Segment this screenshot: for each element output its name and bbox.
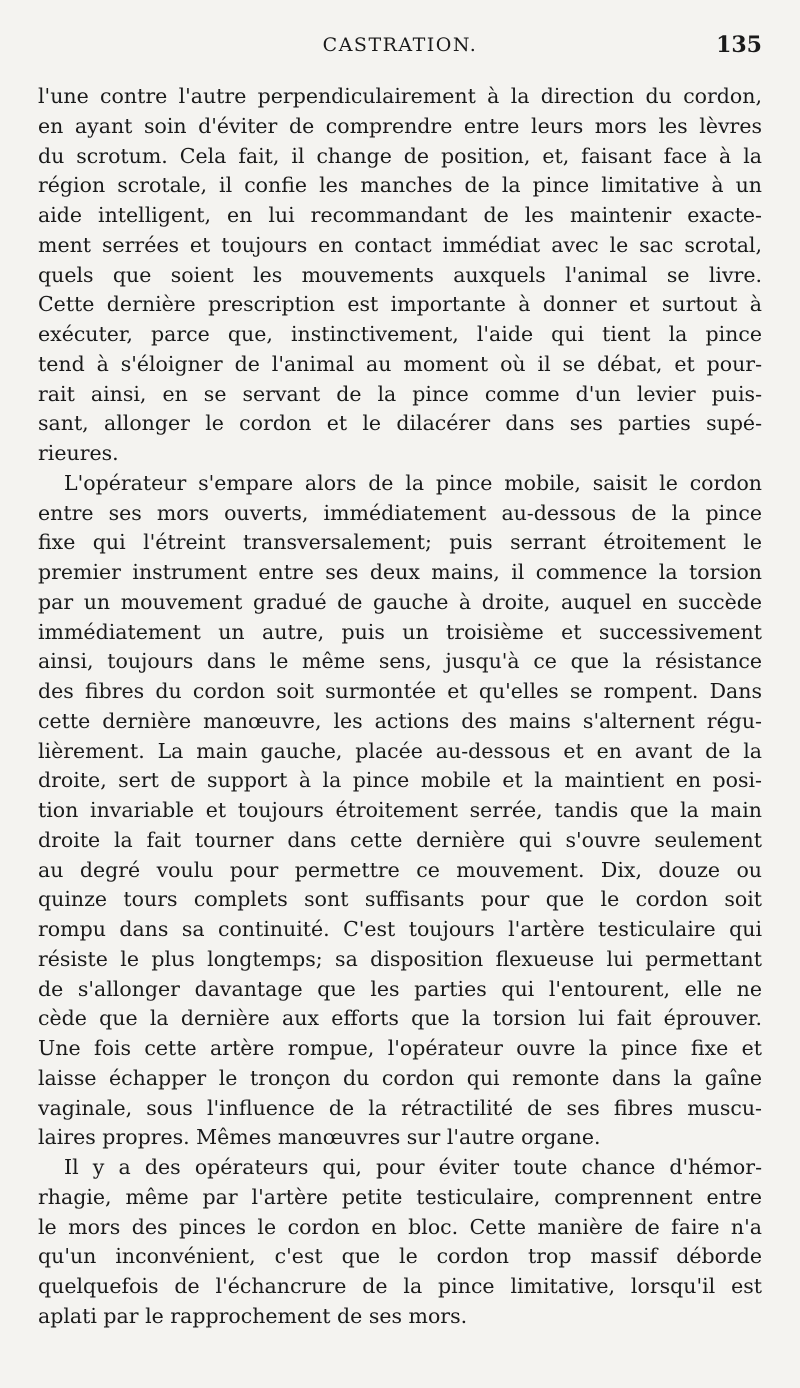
running-head <box>38 34 762 64</box>
text-line: en ayant soin d'éviter de comprendre entre leurs mors les lèvres <box>38 113 762 138</box>
text-line: région scrotale, il confie les manches de la pince limitative à un <box>38 173 762 198</box>
running-title: CASTRATION. <box>322 34 478 56</box>
text-line: premier instrument entre ses deux mains, il commence la torsion <box>38 560 762 584</box>
text-line: rait ainsi, en se servant de la pince comme d'un levier puis- <box>38 381 762 406</box>
text-line: des fibres du cordon soit surmontée et qu'elles se rompent. Dans <box>38 679 762 703</box>
paragraph <box>38 82 762 469</box>
text-line: lièrement. La main gauche, placée au-dessous et en avant de la <box>38 738 762 763</box>
text-line: droite la fait tourner dans cette dernière qui s'ouvre seulement <box>38 827 762 852</box>
text-line: Une fois cette artère rompue, l'opérateur ouvre la pince fixe et <box>38 1036 762 1060</box>
text-line: aide intelligent, en lui recommandant de les maintenir exacte- <box>38 203 762 227</box>
text-line: exécuter, parce que, instinctivement, l'aide qui tient la pince <box>38 322 762 346</box>
text-line: le mors des pinces le cordon en bloc. Cette manière de faire n'a <box>38 1214 762 1239</box>
text-line: quelquefois de l'échancrure de la pince limitative, lorsqu'il est <box>38 1274 762 1298</box>
text-line: de s'allonger davantage que les parties qui l'entourent, elle ne <box>38 976 762 1001</box>
text-line: tion invariable et toujours étroitement serrée, tandis que la main <box>38 798 762 822</box>
text-line: par un mouvement gradué de gauche à droite, auquel en succède <box>38 589 762 614</box>
text-line: au degré voulu pour permettre ce mouvement. Dix, douze ou <box>38 857 762 882</box>
text-line: fixe qui l'étreint transversalement; puis serrant étroitement le <box>38 530 762 555</box>
text-line: vaginale, sous l'influence de la rétractilité de ses fibres muscu- <box>38 1095 762 1120</box>
text-line: laisse échapper le tronçon du cordon qui remonte dans la gaîne <box>38 1065 762 1090</box>
text-line: quels que soient les mouvements auxquels l'animal se livre. <box>38 262 762 287</box>
paragraph <box>38 1153 762 1332</box>
text-line: qu'un inconvénient, c'est que le cordon trop massif déborde <box>38 1244 762 1269</box>
text-line: laires propres. Mêmes manœuvres sur l'autre organe. <box>38 1125 601 1150</box>
page-number: 135 <box>716 32 762 58</box>
text-line: tend à s'éloigner de l'animal au moment où il se débat, et pour- <box>38 351 762 376</box>
paragraph <box>38 469 762 1153</box>
text-line: rompu dans sa continuité. C'est toujours l'artère testiculaire qui <box>38 917 762 941</box>
text-line: résiste le plus longtemps; sa disposition flexueuse lui permettant <box>38 946 762 971</box>
body-text <box>38 82 762 1332</box>
text-line: cède que la dernière aux efforts que la torsion lui fait éprouver. <box>38 1006 762 1031</box>
text-line: L'opérateur s'empare alors de la pince mobile, saisit le cordon <box>64 470 762 495</box>
text-line: aplati par le rapprochement de ses mors. <box>38 1303 468 1328</box>
text-line: ainsi, toujours dans le même sens, jusqu'à ce que la résistance <box>38 649 762 674</box>
text-line: du scrotum. Cela fait, il change de position, et, faisant face à la <box>38 143 762 168</box>
text-line: immédiatement un autre, puis un troisième et successivement <box>38 619 762 644</box>
text-line: Il y a des opérateurs qui, pour éviter toute chance d'hémor- <box>64 1155 762 1179</box>
text-line: l'une contre l'autre perpendiculairement à la direction du cordon, <box>38 84 762 108</box>
text-line: sant, allonger le cordon et le dilacérer dans ses parties supé- <box>38 411 762 436</box>
text-line: quinze tours complets sont suffisants pour que le cordon soit <box>38 887 762 912</box>
text-line: rhagie, même par l'artère petite testiculaire, comprennent entre <box>38 1184 762 1209</box>
text-line: ment serrées et toujours en contact immédiat avec le sac scrotal, <box>38 232 762 257</box>
text-line: rieures. <box>38 441 119 465</box>
text-line: cette dernière manœuvre, les actions des mains s'alternent régu- <box>38 708 762 733</box>
text-line: entre ses mors ouverts, immédiatement au-dessous de la pince <box>38 500 762 525</box>
text-line: droite, sert de support à la pince mobile et la maintient en posi- <box>38 768 762 793</box>
text-line: Cette dernière prescription est importante à donner et surtout à <box>38 292 762 317</box>
